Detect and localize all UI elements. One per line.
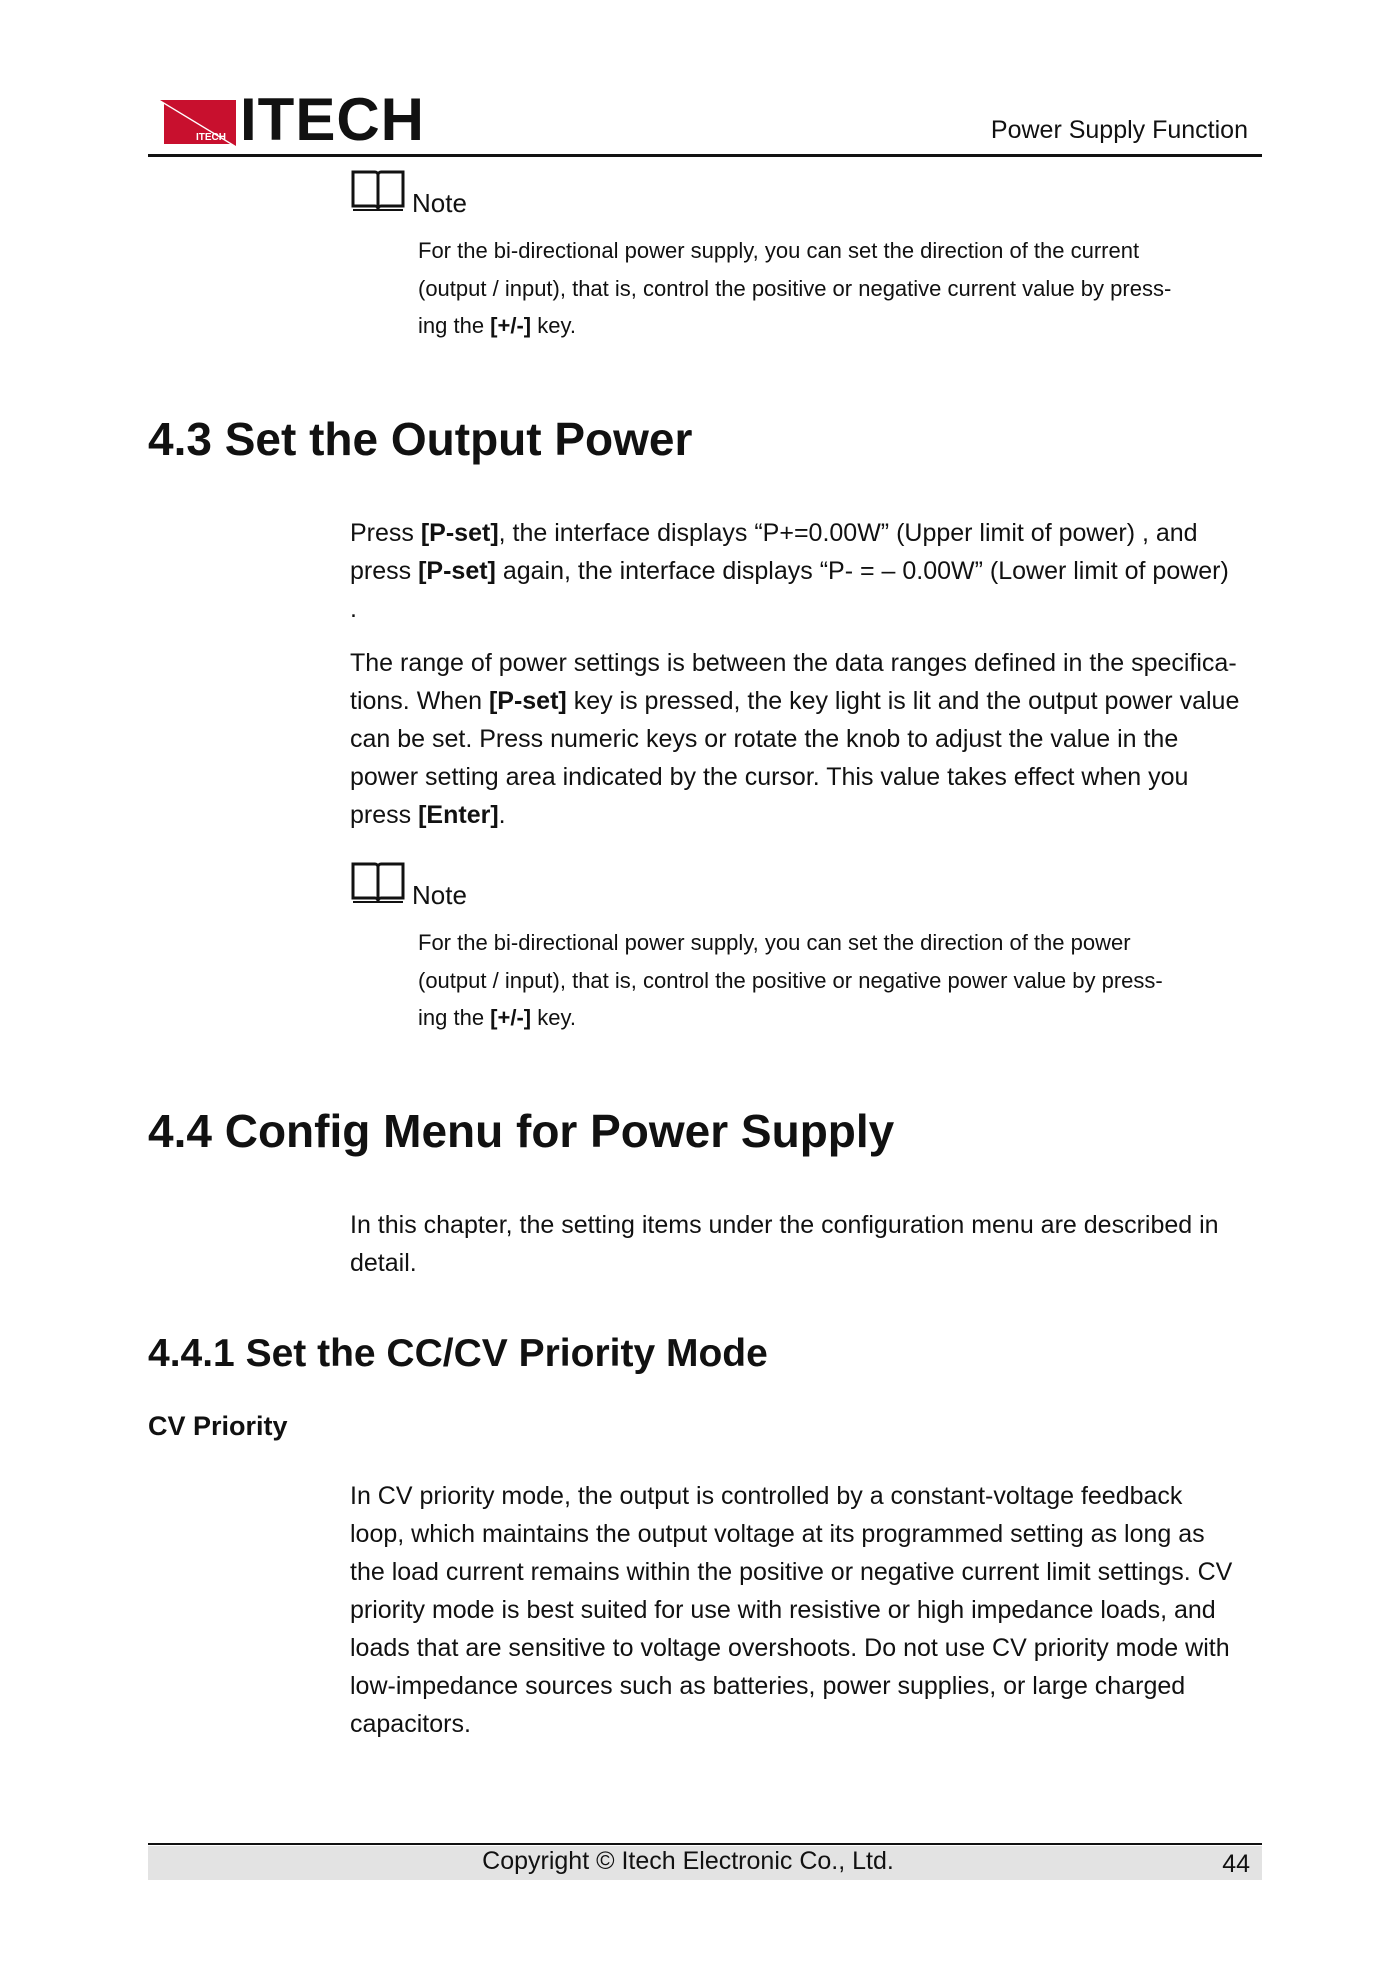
key-label: [+/-] [490, 1005, 532, 1030]
note-line: For the bi-directional power supply, you can set the direction of the current [418, 238, 1140, 263]
page-number: 44 [1222, 1850, 1250, 1878]
logo-text: ITECH [240, 86, 425, 153]
section-heading-4-4-1: 4.4.1 Set the CC/CV Priority Mode [148, 1332, 768, 1375]
paragraph: In CV priority mode, the output is controlled by a constant-voltage feedback loop, which maintains the output voltage at its programmed setting as long as the load current remains within the positive or negative current limit settings. CV priority mode is best suited for use with resistive or high impedance loads, and loads that are sensitive to voltage overshoots. Do not use CV priority mode with low-impedance sources such as batteries, power supplies, or large charged capacitors. [350, 1482, 1233, 1738]
itech-logo [160, 86, 430, 153]
logo-sub-text: ITECH [196, 132, 226, 143]
key-label: [+/-] [490, 313, 532, 338]
subsection-label: CV Priority [148, 1411, 288, 1441]
section-heading-4-3: 4.3 Set the Output Power [148, 413, 693, 465]
book-icon [350, 860, 406, 906]
book-icon [350, 168, 406, 214]
paragraph: Press [P-set], the interface displays “P+=0.00W” (Upper limit of power) , and press [P-set] again, the interface displays “P- = – 0.00W” (Lower limit of power) . [350, 519, 1229, 623]
note-line: (output / input), that is, control the positive or negative power value by press- [418, 967, 1163, 993]
header-section-title: Power Supply Function [990, 116, 1248, 144]
note-text [418, 232, 1228, 345]
section-heading-4-4: 4.4 Config Menu for Power Supply [148, 1105, 895, 1157]
key-label: [P-set] [420, 519, 499, 547]
key-label: [P-set] [418, 557, 496, 585]
copyright-text: Copyright © Itech Electronic Co., Ltd. [482, 1847, 894, 1875]
header-divider [148, 154, 1262, 157]
key-label: [P-set] [488, 687, 567, 715]
note-line: ing the [+/-] key. [418, 1005, 576, 1030]
paragraph: In this chapter, the setting items under the configuration menu are described in detail. [350, 1211, 1219, 1277]
paragraph: The range of power settings is between the data ranges defined in the specifica- tions. When [P-set] key is pressed, the key light is lit and the output power value can be set. Press numeric keys or rotate the knob to adjust the value in the power setting area indicated by the cursor. This value takes effect when you press [Enter]. [350, 649, 1240, 829]
note-line: ing the [+/-] key. [418, 313, 576, 338]
key-label: [Enter] [418, 801, 499, 829]
note-line: For the bi-directional power supply, you can set the direction of the power [418, 930, 1131, 955]
note-label: Note [412, 880, 467, 910]
footer-divider [148, 1843, 1262, 1845]
note-text [418, 924, 1228, 1037]
note-label: Note [412, 188, 467, 218]
note-line: (output / input), that is, control the positive or negative current value by press- [418, 275, 1172, 301]
